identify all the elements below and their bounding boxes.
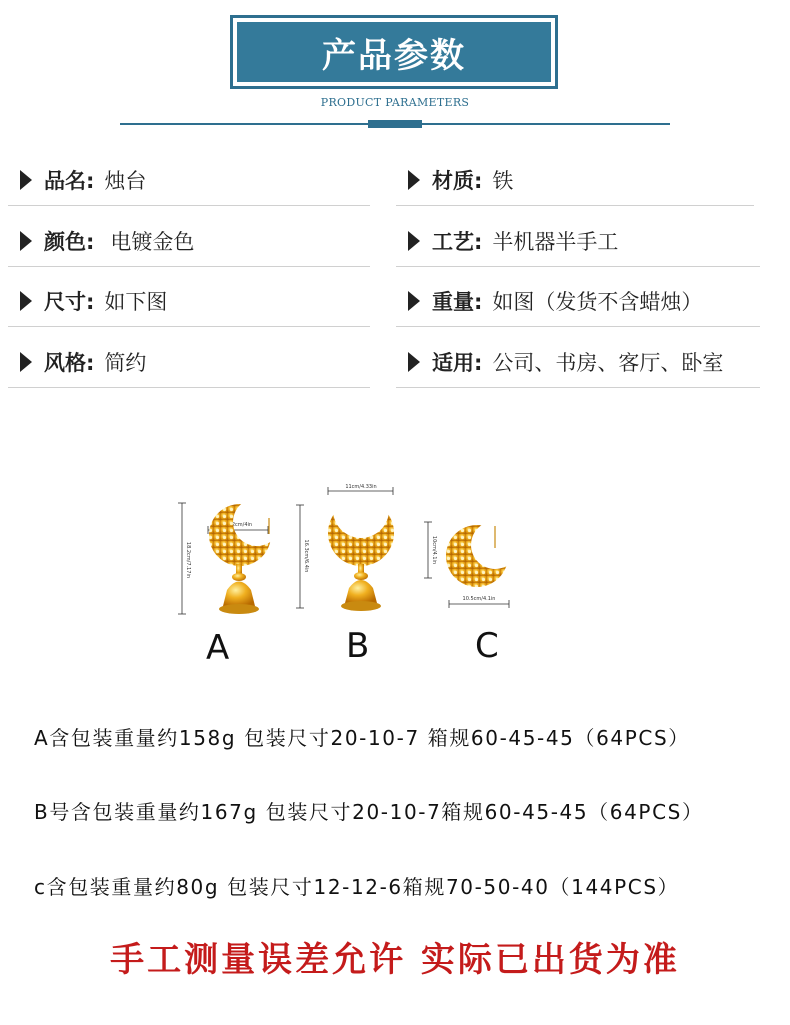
spec-line-b: B号含包装重量约167g 包装尺寸20-10-7箱规60-45-45（64PCS） [34, 800, 704, 824]
param-label: 材质: [432, 169, 483, 193]
param-value: 如下图 [104, 290, 168, 314]
arrow-right-icon [408, 352, 420, 372]
spec-line-c: c含包装重量约80g 包装尺寸12-12-6箱规70-50-40（144PCS） [34, 875, 680, 899]
param-value: 电镀金色 [110, 230, 195, 254]
holder-c-height-label: 10cm/4.1in [431, 535, 437, 565]
arrow-right-icon [408, 170, 420, 190]
arrow-right-icon [408, 231, 420, 251]
divider [396, 205, 754, 206]
arrow-right-icon [20, 291, 32, 311]
arrow-right-icon [20, 170, 32, 190]
param-label: 风格: [44, 351, 95, 375]
holder-c-width-label: 10.5cm/4.1in [462, 596, 496, 602]
param-row-style [20, 332, 146, 392]
arrow-right-icon [20, 352, 32, 372]
param-row-name [20, 150, 146, 210]
page-subtitle: PRODUCT PARAMETERS [320, 96, 470, 109]
holder-b-width-label: 11cm/4.33in [345, 484, 377, 490]
param-value: 半机器半手工 [492, 230, 619, 254]
param-label: 适用: [432, 351, 483, 375]
divider [396, 326, 760, 327]
param-value: 如图（发货不含蜡烛） [492, 290, 703, 314]
holder-c [424, 522, 513, 608]
param-row-weight [408, 271, 702, 331]
param-value: 烛台 [104, 169, 147, 193]
holder-b [296, 484, 397, 611]
arrow-right-icon [20, 231, 32, 251]
param-value: 公司、书房、客厅、卧室 [492, 351, 724, 375]
holder-b-letter: B [346, 626, 370, 666]
divider [396, 387, 760, 388]
param-label: 品名: [44, 169, 95, 193]
arrow-right-icon [408, 291, 420, 311]
product-illustration [165, 478, 535, 673]
holder-a-height-label: 18.2cm/7.17in [185, 541, 191, 579]
holder-c-letter: C [475, 626, 499, 666]
param-row-craft [408, 211, 618, 271]
divider [8, 266, 370, 267]
param-value: 铁 [492, 169, 514, 193]
divider [8, 326, 370, 327]
param-label: 颜色: [44, 230, 95, 254]
param-row-usage [408, 332, 723, 392]
param-value: 简约 [104, 351, 147, 375]
measurement-note: 手工测量误差允许 实际已出货为准 [110, 940, 680, 980]
page-title: 产品参数 [237, 22, 551, 82]
holder-a-letter: A [206, 628, 230, 668]
param-row-color [20, 211, 194, 271]
param-label: 工艺: [432, 230, 483, 254]
param-label: 尺寸: [44, 290, 95, 314]
holder-a [178, 500, 275, 614]
divider [8, 205, 370, 206]
param-row-material [408, 150, 513, 210]
spec-line-a: A含包装重量约158g 包装尺寸20-10-7 箱规60-45-45（64PCS） [34, 726, 690, 750]
divider [396, 266, 760, 267]
title-underline-accent [368, 120, 422, 128]
divider [8, 387, 370, 388]
param-label: 重量: [432, 290, 483, 314]
holder-b-height-label: 16.3cm/6.4in [303, 539, 309, 573]
param-row-size [20, 271, 167, 331]
title-frame [230, 15, 558, 89]
